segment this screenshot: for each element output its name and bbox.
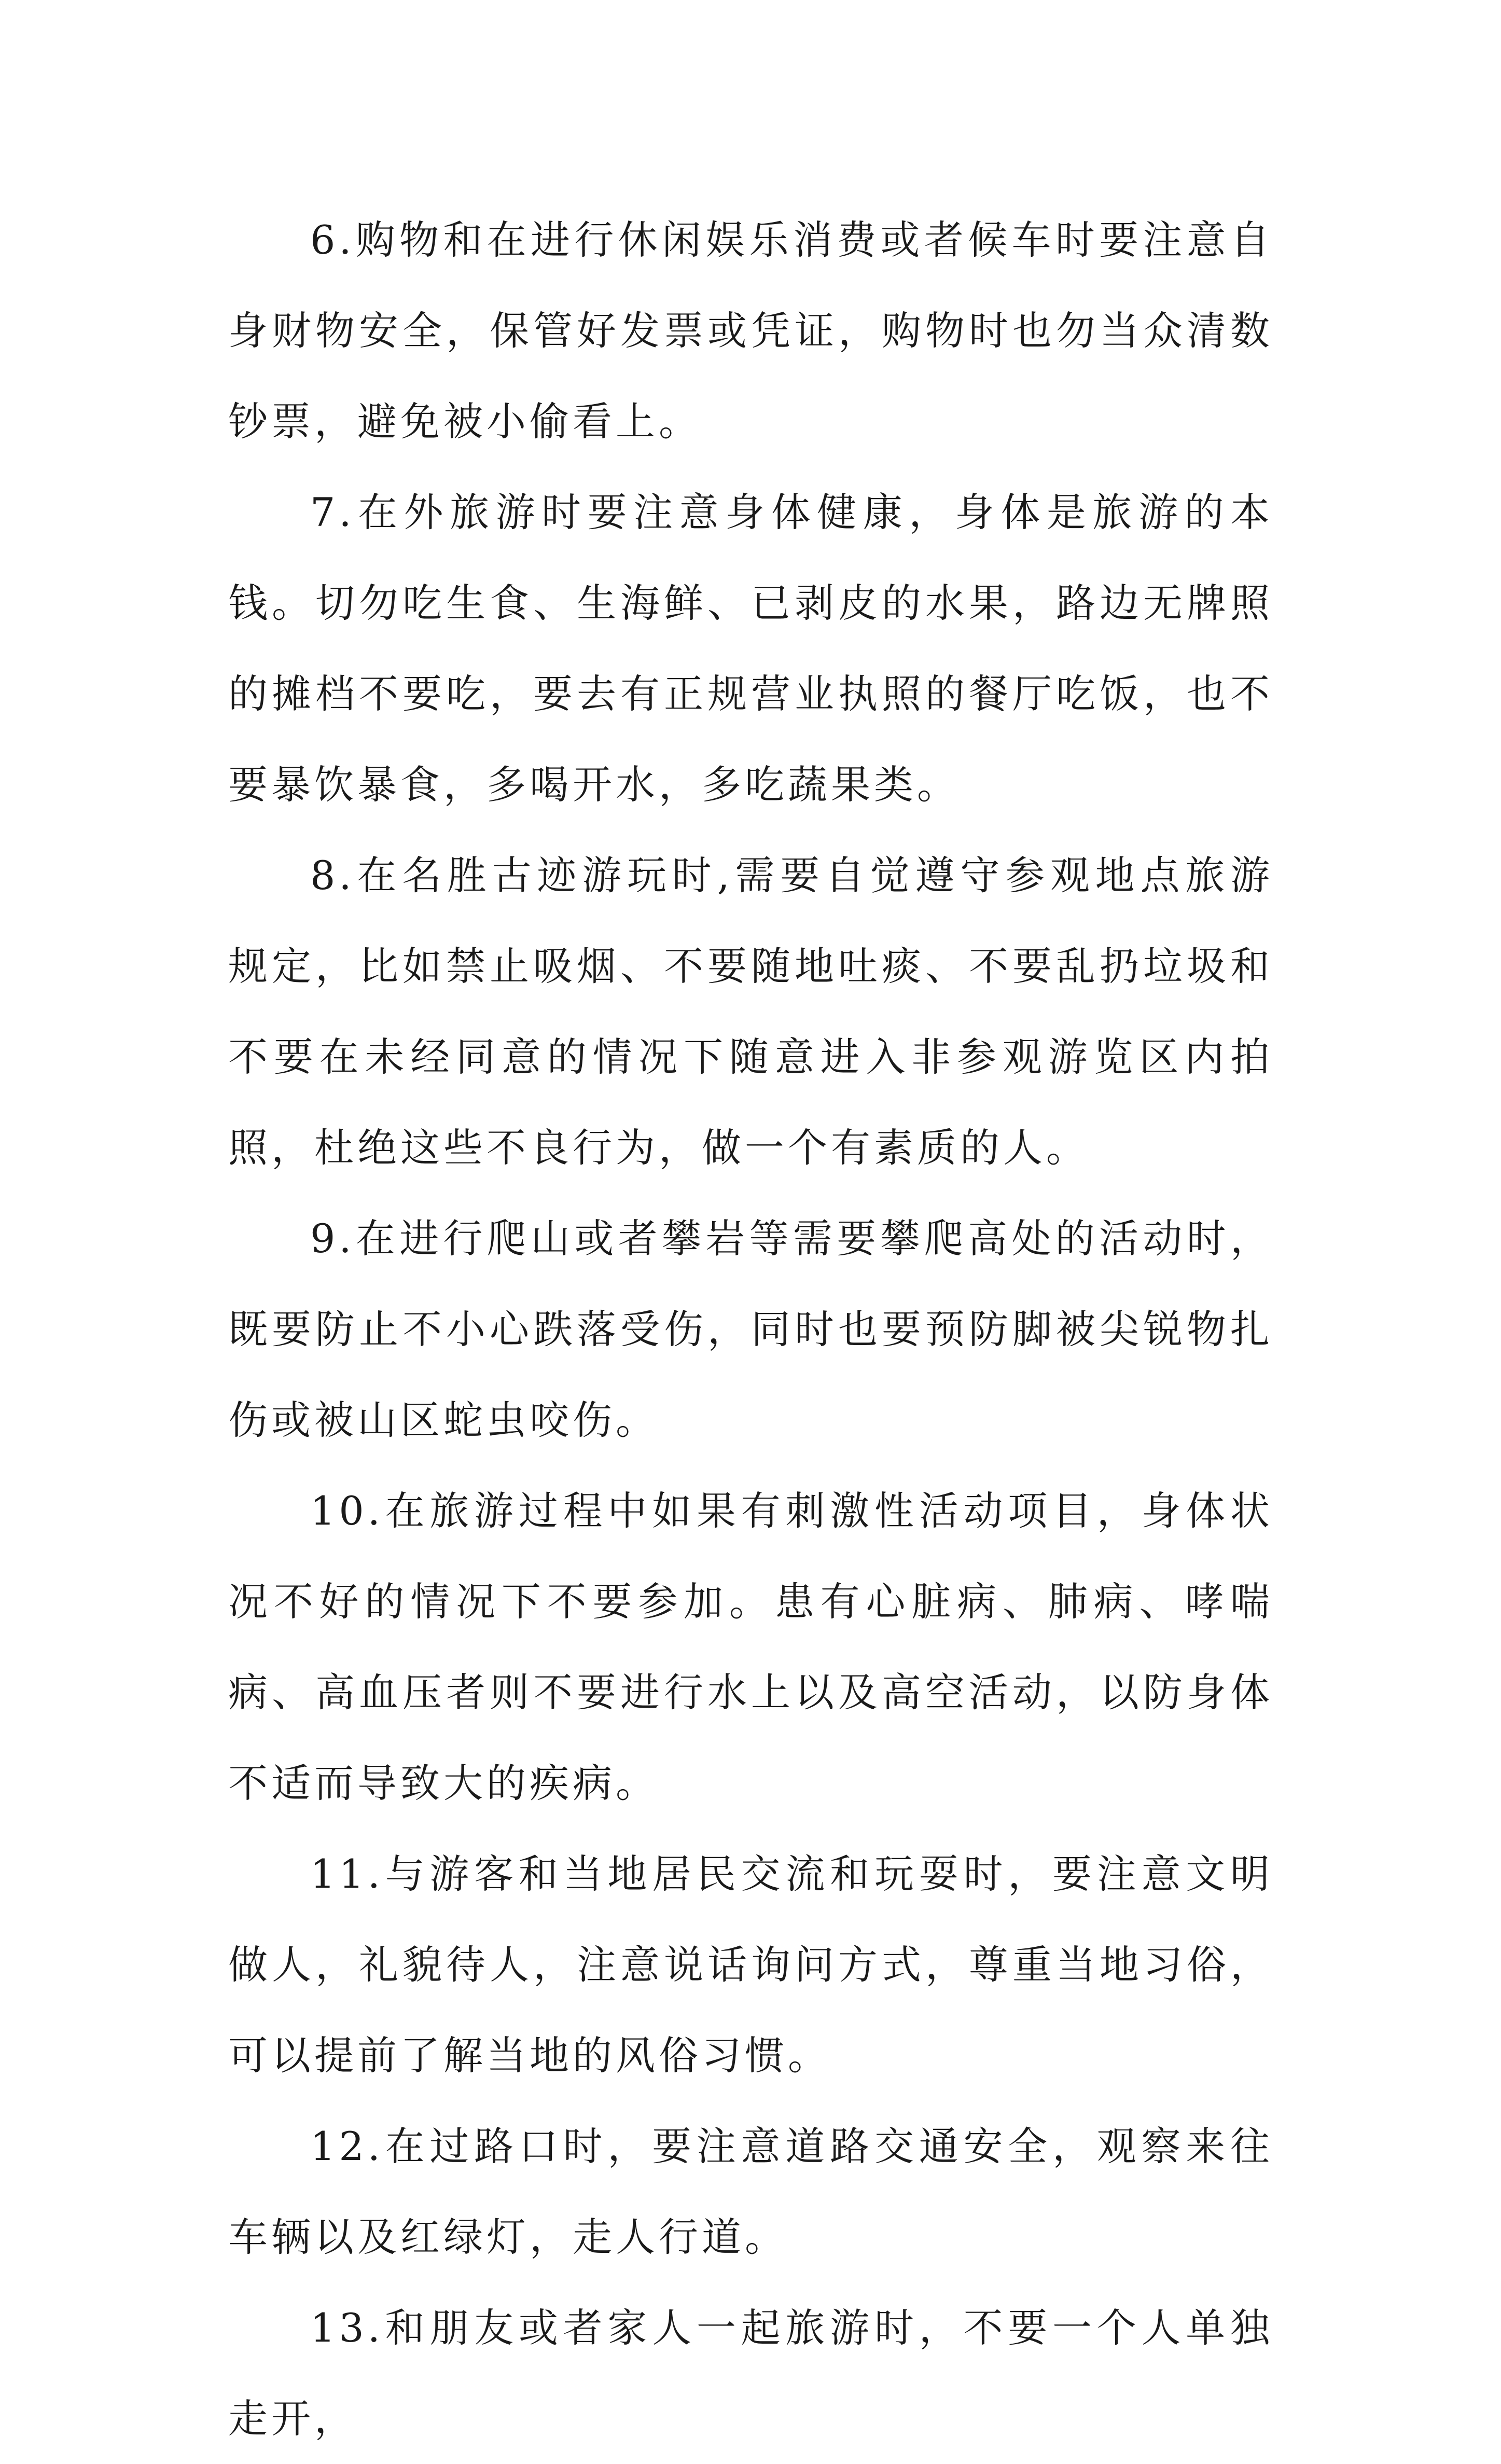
paragraph-item-11: 11.与游客和当地居民交流和玩耍时，要注意文明做人，礼貌待人，注意说话询问方式，尊重当地习俗，可以提前了解当地的风俗习惯。: [228, 1851, 1273, 2079]
paragraph-item-8: 8.在名胜古迹游玩时,需要自觉遵守参观地点旅游规定，比如禁止吸烟、不要随地吐痰、不要乱扔垃圾和不要在未经同意的情况下随意进入非参观游览区内拍照，杜绝这些不良行为，做一个有素质的人。: [228, 852, 1273, 1171]
paragraph-item-13: 13.和朋友或者家人一起旅游时，不要一个人单独走开，: [228, 2305, 1273, 2442]
paragraph-item-12: 12.在过路口时，要注意道路交通安全，观察来往车辆以及红绿灯，走人行道。: [228, 2123, 1273, 2260]
paragraph-item-6: 6.购物和在进行休闲娱乐消费或者候车时要注意自身财物安全，保管好发票或凭证，购物时也勿当众清数钞票，避免被小偷看上。: [228, 217, 1273, 445]
paragraph-item-10: 10.在旅游过程中如果有刺激性活动项目，身体状况不好的情况下不要参加。患有心脏病、肺病、哮喘病、高血压者则不要进行水上以及高空活动，以防身体不适而导致大的疾病。: [228, 1488, 1273, 1806]
document-body: [228, 195, 1273, 2464]
paragraph-item-7: 7.在外旅游时要注意身体健康，身体是旅游的本钱。切勿吃生食、生海鲜、已剥皮的水果，路边无牌照的摊档不要吃，要去有正规营业执照的餐厅吃饭，也不要暴饮暴食，多喝开水，多吃蔬果类。: [228, 489, 1273, 808]
paragraph-item-9: 9.在进行爬山或者攀岩等需要攀爬高处的活动时，既要防止不小心跌落受伤，同时也要预防脚被尖锐物扎伤或被山区蛇虫咬伤。: [228, 1215, 1273, 1443]
